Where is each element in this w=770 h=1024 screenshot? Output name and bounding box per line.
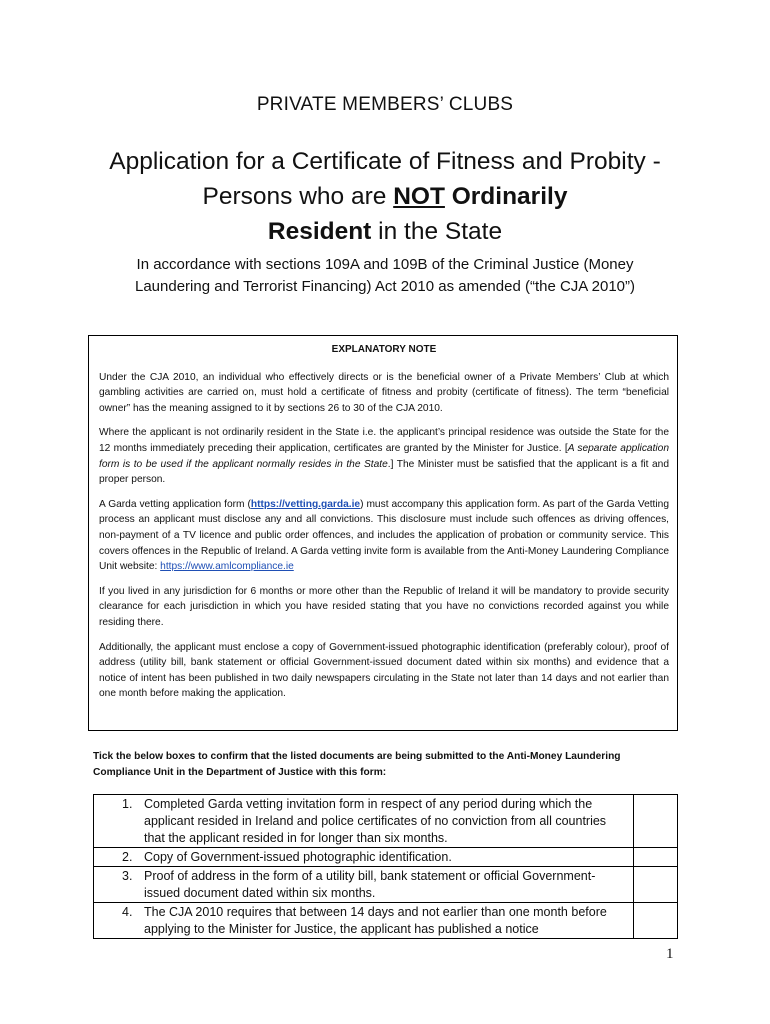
row-number: 1. — [122, 797, 133, 811]
row-text: Copy of Government-issued photographic identification. — [144, 850, 452, 864]
title-part1: Application for a Certificate of Fitness and Probity - Persons who are — [109, 148, 661, 210]
explanatory-note-heading: EXPLANATORY NOTE — [331, 344, 437, 355]
table-row — [94, 795, 678, 848]
row-number: 2. — [122, 850, 133, 864]
page-subtitle: In accordance with sections 109A and 109B of the Criminal Justice (Money Laundering and Terrorist Financing) Act 2010 as amended (“the CJA 2010”) — [134, 256, 636, 295]
row-text: Completed Garda vetting invitation form in respect of any period during which the applicant resided in Ireland and police certificates of no conviction from all countries that the applicant resided in for longer than six months. — [144, 797, 607, 845]
documents-checklist-table — [93, 794, 678, 939]
garda-vetting-link[interactable]: https://vetting.garda.ie — [250, 498, 361, 510]
tick-box[interactable] — [634, 848, 678, 867]
explanatory-note-box — [88, 335, 678, 731]
amlcompliance-link[interactable]: https://www.amlcompliance.ie — [160, 561, 294, 573]
tick-box[interactable] — [634, 903, 678, 939]
row-number: 3. — [122, 869, 133, 883]
note-paragraph-4: If you lived in any jurisdiction for 6 months or more other than the Republic of Ireland it will be mandatory to provide security clearance for each jurisdiction in which you have resided stating that you have no convictions recorded against you while residing there. — [99, 585, 669, 628]
row-text: Proof of address in the form of a utility bill, bank statement or official Government-issued document dated within six months. — [144, 869, 596, 900]
title-not: NOT — [393, 183, 445, 210]
tick-box[interactable] — [634, 795, 678, 848]
tick-instruction: Tick the below boxes to confirm that the listed documents are being submitted to the Anti-Money Laundering Compliance Unit in the Department of Justice with this form: — [93, 751, 621, 778]
row-number: 4. — [122, 905, 133, 919]
note-p2-start: Where the applicant is not ordinarily resident in the State i.e. the applicant’s principal residence was outside the State for the 12 months immediately preceding their application, certificates are granted by the Minister for Justice. [ — [99, 427, 669, 454]
table-row — [94, 867, 678, 903]
note-p3-start: A Garda vetting application form ( — [99, 498, 251, 510]
row-text: The CJA 2010 requires that between 14 days and not earlier than one month before applying to the Minister for Justice, the applicant has published a notice — [144, 905, 607, 936]
table-row — [94, 903, 678, 939]
page-title — [100, 144, 670, 249]
note-p3-mid: ) must accompany this application form. As part of the Garda Vetting process an applicant must disclose any and all convictions. This disclosure must include such offences as driving offences, non-payment of a TV licence and public order offences, and includes the application of probation or community service. This covers offences in the Republic of Ireland. A Garda vetting invite form is available from the Anti-Money Laundering Compliance Unit website: — [99, 498, 669, 573]
title-ordinarily: Ordinarily — [444, 183, 568, 210]
note-paragraph-2 — [99, 425, 669, 487]
document-kicker: PRIVATE MEMBERS’ CLUBS — [256, 94, 514, 115]
title-resident: Resident — [267, 218, 372, 245]
note-paragraph-3 — [99, 497, 669, 575]
table-row — [94, 848, 678, 867]
title-part2: in the State — [371, 218, 503, 245]
note-paragraph-1: Under the CJA 2010, an individual who effectively directs or is the beneficial owner of a Private Members’ Club at which gambling activities are carried on, must hold a certificate of fitness and probity (certificate of fitness). The term “beneficial owner” has the meaning assigned to it by sections 26 to 30 of the CJA 2010. — [99, 371, 669, 414]
note-paragraph-5: Additionally, the applicant must enclose a copy of Government-issued photographic identification (preferably colour), proof of address (utility bill, bank statement or official Government-issued document dated within six months) and evidence that a notice of intent has been published in two daily newspapers circulating in the State not later than 14 days and not earlier than one month before making the application. — [99, 641, 669, 700]
note-p2-end: .] The Minister must be satisfied that the applicant is a fit and proper person. — [99, 458, 669, 486]
tick-box[interactable] — [634, 867, 678, 903]
note-p2-italic: A separate application form is to be used if the applicant normally resides in the State — [99, 442, 670, 470]
page-number: 1 — [666, 946, 674, 962]
